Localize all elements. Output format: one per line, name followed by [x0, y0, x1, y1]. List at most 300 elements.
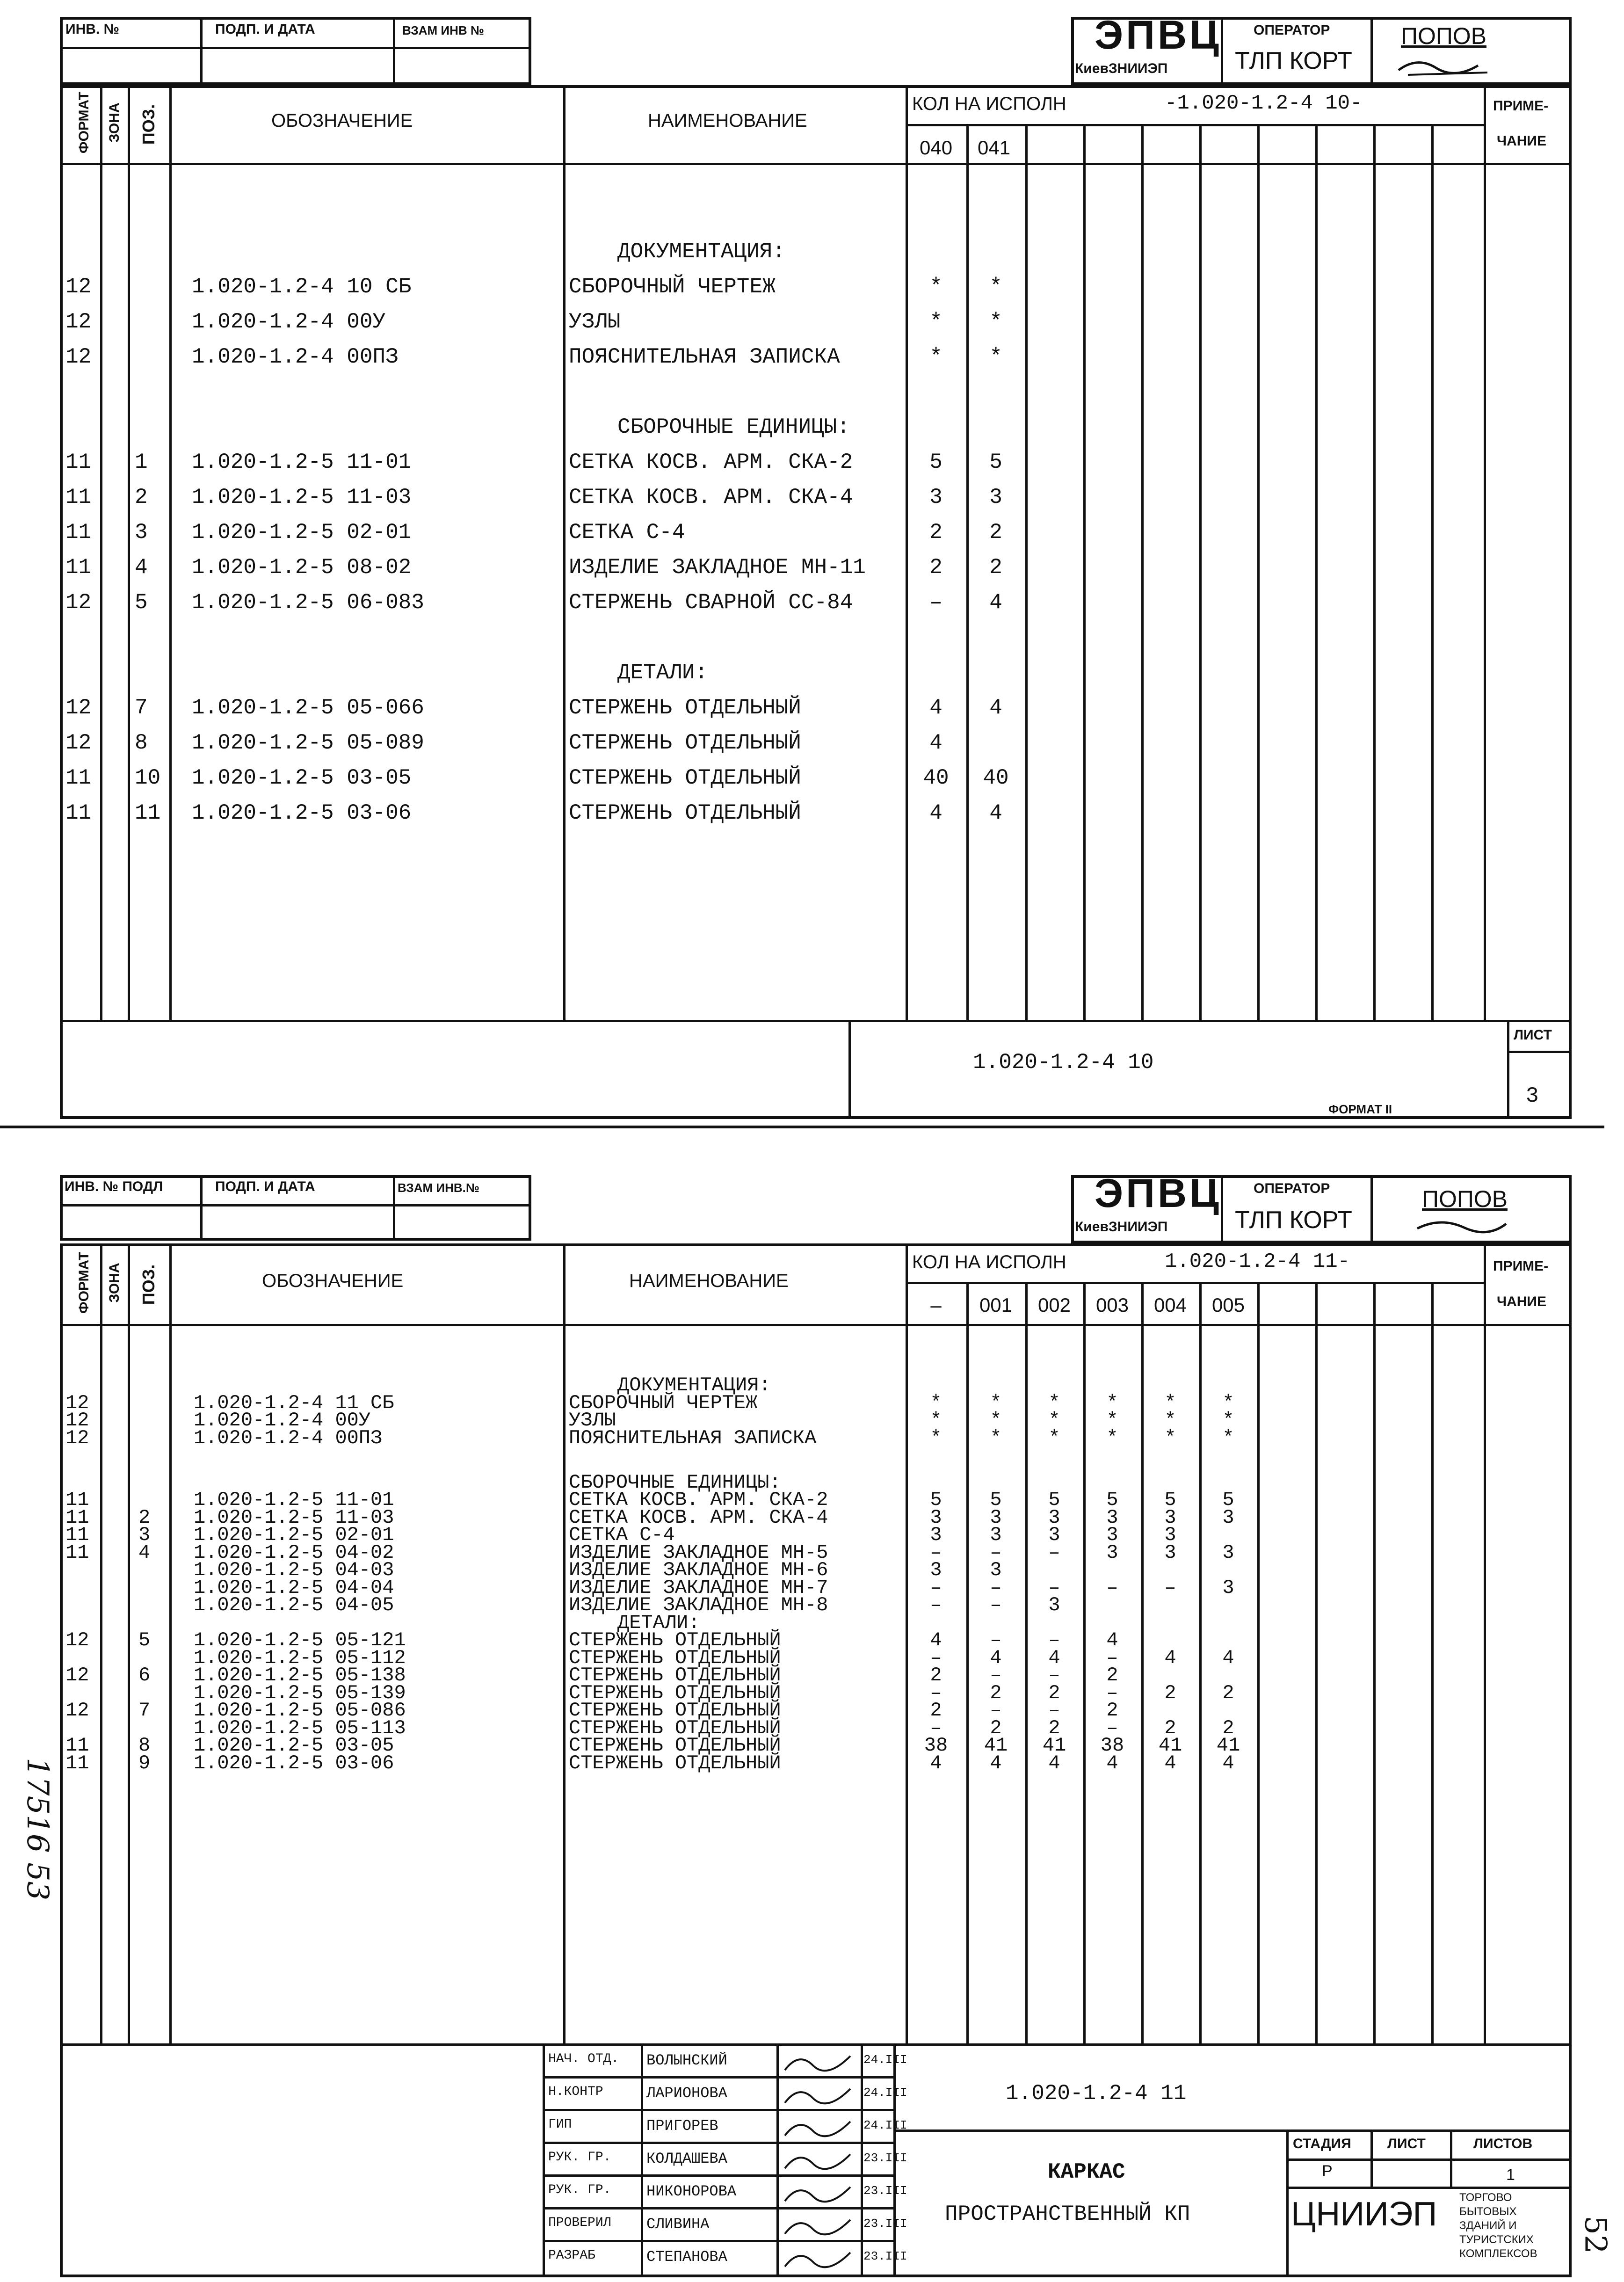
row-name: ИЗДЕЛИЕ ЗАКЛАДНОЕ МН-5 — [569, 1541, 828, 1564]
vzam-label-2: ВЗАМ ИНВ.№ — [398, 1181, 479, 1195]
tb-signature — [780, 2246, 860, 2274]
tb-person: ЛАРИОНОВА — [646, 2085, 727, 2102]
tb-title-2: ПРОСТРАНСТВЕННЫЙ КП — [945, 2202, 1190, 2226]
row-qty: * — [990, 1391, 1002, 1414]
row-qty: 2 — [1106, 1699, 1118, 1722]
row-qty: 3 — [1106, 1541, 1118, 1564]
margin-note: 17516 53 — [20, 1758, 55, 1901]
inv-label: ИНВ. № — [65, 22, 120, 37]
row-qty: * — [1048, 1409, 1060, 1432]
variant-041: 041 — [978, 137, 1011, 159]
row-pos: 9 — [138, 1751, 151, 1774]
row-pos: 5 — [138, 1629, 151, 1651]
logo-title: ЭПВЦ — [1095, 13, 1222, 58]
row-name: СЕТКА КОСВ. АРМ. СКА-2 — [569, 450, 853, 474]
row-qty: 2 — [989, 520, 1002, 545]
hdr-name: НАИМЕНОВАНИЕ — [648, 110, 807, 131]
row-name: СЕТКА КОСВ. АРМ. СКА-4 — [569, 1506, 828, 1529]
tb-date: 24.III — [863, 2086, 907, 2100]
row-format: 12 — [65, 310, 92, 334]
row-pos: 3 — [135, 520, 148, 545]
row-qty: * — [929, 345, 942, 369]
row-qty: 4 — [1222, 1646, 1234, 1669]
row-name: СБОРОЧНЫЕ ЕДИНИЦЫ: — [617, 415, 850, 439]
row-qty: 4 — [1048, 1751, 1060, 1774]
row-designation: 1.020-1.2-5 05-113 — [194, 1716, 406, 1739]
row-pos: 4 — [138, 1541, 151, 1564]
row-qty: 5 — [990, 1489, 1002, 1511]
row-qty: * — [1222, 1409, 1234, 1432]
row-designation: 1.020-1.2-4 10 СБ — [192, 275, 412, 299]
hdr-note-2-2: ЧАНИЕ — [1497, 1294, 1546, 1309]
row-qty: – — [1048, 1699, 1060, 1722]
tb-date: 24.III — [863, 2118, 907, 2132]
row-qty: 41 — [1042, 1734, 1066, 1757]
row-format: 12 — [65, 1391, 89, 1414]
row-name: СТЕРЖЕНЬ ОТДЕЛЬНЫЙ — [569, 731, 801, 755]
row-pos: 4 — [135, 555, 148, 580]
row-qty: – — [990, 1664, 1002, 1686]
row-name: ДЕТАЛИ: — [617, 661, 708, 685]
tb-org-sub-line: ТОРГОВО — [1459, 2191, 1512, 2204]
row-qty: 3 — [1048, 1506, 1060, 1529]
row-qty: 2 — [1048, 1681, 1060, 1704]
variant-header: 002 — [1037, 1294, 1071, 1316]
row-qty: * — [1164, 1409, 1176, 1432]
tb-stage: Р — [1322, 2162, 1333, 2180]
row-qty: 3 — [1222, 1541, 1234, 1564]
row-qty: 3 — [1164, 1524, 1176, 1546]
hdr-note-2: ЧАНИЕ — [1497, 133, 1546, 149]
row-format: 11 — [65, 1524, 89, 1546]
tb-org-sub-line: ЗДАНИЙ И — [1459, 2219, 1517, 2232]
row-designation: 1.020-1.2-5 05-138 — [194, 1664, 406, 1686]
row-qty: 2 — [930, 1664, 942, 1686]
tb-date: 24.III — [863, 2053, 907, 2067]
row-qty: 4 — [929, 696, 942, 720]
hdr-pos: ПОЗ. — [139, 104, 158, 145]
hdr-name-2: НАИМЕНОВАНИЕ — [629, 1271, 789, 1291]
row-qty: 3 — [990, 1524, 1002, 1546]
row-format: 12 — [65, 1629, 89, 1651]
operator-value: ТЛП КОРТ — [1235, 47, 1352, 74]
row-qty: – — [990, 1629, 1002, 1651]
footer-doc: 1.020-1.2-4 10 — [973, 1050, 1154, 1075]
tb-sheet-label: ЛИСТ — [1387, 2136, 1426, 2151]
row-qty: – — [1106, 1681, 1118, 1704]
tb-stage-label: СТАДИЯ — [1293, 2136, 1351, 2151]
sign-date-label: ПОДП. И ДАТА — [215, 22, 315, 37]
row-designation: 1.020-1.2-4 00ПЗ — [194, 1426, 383, 1449]
row-qty: 3 — [1164, 1541, 1176, 1564]
tb-date: 23.III — [863, 2184, 907, 2198]
row-format: 12 — [65, 1409, 89, 1432]
row-format: 11 — [65, 450, 92, 474]
row-designation: 1.020-1.2-5 03-06 — [194, 1751, 394, 1774]
row-qty: * — [930, 1409, 942, 1432]
tb-date: 23.III — [863, 2151, 907, 2165]
row-qty: 4 — [990, 1646, 1002, 1669]
row-name: ИЗДЕЛИЕ ЗАКЛАДНОЕ МН-7 — [569, 1576, 828, 1599]
row-qty: 3 — [930, 1506, 942, 1529]
row-format: 12 — [65, 1664, 89, 1686]
tb-org-sub-line: КОМПЛЕКСОВ — [1459, 2247, 1537, 2260]
row-qty: – — [930, 1681, 942, 1704]
hdr-qty-2: КОЛ НА ИСПОЛН — [912, 1252, 1066, 1272]
row-format: 11 — [65, 520, 92, 545]
tb-signature — [780, 2213, 860, 2241]
variant-header: – — [930, 1294, 942, 1316]
tb-doc: 1.020-1.2-4 11 — [1006, 2081, 1187, 2106]
row-qty: * — [1222, 1391, 1234, 1414]
row-qty: 4 — [1106, 1751, 1118, 1774]
row-qty: 2 — [929, 520, 942, 545]
tb-title-1: КАРКАС — [1048, 2160, 1125, 2184]
row-pos: 2 — [135, 485, 148, 509]
row-qty: 3 — [1222, 1576, 1234, 1599]
hdr-zone: ЗОНА — [107, 102, 122, 143]
row-qty: 4 — [930, 1629, 942, 1651]
row-qty: 41 — [984, 1734, 1008, 1757]
row-qty: 2 — [989, 555, 1002, 580]
row-qty: 5 — [930, 1489, 942, 1511]
tb-sheets: 1 — [1506, 2166, 1515, 2184]
operator-value-2: ТЛП КОРТ — [1235, 1206, 1352, 1234]
row-qty: 4 — [1164, 1646, 1176, 1669]
operator-signature-2 — [1413, 1214, 1515, 1238]
row-qty: – — [930, 1646, 942, 1669]
row-format: 11 — [65, 1541, 89, 1564]
footer-sheet-label: ЛИСТ — [1514, 1027, 1552, 1043]
row-format: 11 — [65, 1751, 89, 1774]
operator-label-2: ОПЕРАТОР — [1254, 1181, 1330, 1196]
row-qty: 2 — [1222, 1681, 1234, 1704]
row-qty: 2 — [1048, 1716, 1060, 1739]
tb-signature — [780, 2180, 860, 2208]
row-name: СТЕРЖЕНЬ ОТДЕЛЬНЫЙ — [569, 1716, 781, 1739]
row-qty: 3 — [1106, 1506, 1118, 1529]
row-name: СТЕРЖЕНЬ ОТДЕЛЬНЫЙ — [569, 1751, 781, 1774]
row-qty: * — [1106, 1409, 1118, 1432]
row-pos: 3 — [138, 1524, 151, 1546]
row-designation: 1.020-1.2-5 05-089 — [192, 731, 424, 755]
hdr-note-1: ПРИМЕ- — [1493, 98, 1549, 114]
row-qty: 4 — [989, 801, 1002, 825]
tb-signature — [780, 2147, 860, 2175]
variant-040: 040 — [920, 137, 953, 159]
row-format: 12 — [65, 731, 92, 755]
operator-label: ОПЕРАТОР — [1254, 22, 1330, 38]
hdr-doc-code: -1.020-1.2-4 10- — [1165, 92, 1363, 115]
row-format: 11 — [65, 766, 92, 790]
row-name: ДОКУМЕНТАЦИЯ: — [617, 1374, 771, 1396]
row-qty: 4 — [929, 801, 942, 825]
row-designation: 1.020-1.2-5 05-112 — [194, 1646, 406, 1669]
row-name: ПОЯСНИТЕЛЬНАЯ ЗАПИСКА — [569, 1426, 817, 1449]
row-format: 11 — [65, 555, 92, 580]
row-qty: * — [929, 275, 942, 299]
row-qty: 4 — [1222, 1751, 1234, 1774]
row-qty: 40 — [983, 766, 1009, 790]
row-qty: – — [1048, 1664, 1060, 1686]
row-qty: 40 — [923, 766, 949, 790]
tb-signature — [780, 2082, 860, 2110]
row-designation: 1.020-1.2-5 11-01 — [192, 450, 412, 474]
row-qty: * — [930, 1391, 942, 1414]
tb-role: ГИП — [548, 2117, 572, 2132]
row-qty: * — [929, 310, 942, 334]
row-qty: 4 — [1106, 1629, 1118, 1651]
variant-header: 005 — [1211, 1294, 1245, 1316]
row-designation: 1.020-1.2-5 11-03 — [192, 485, 412, 509]
row-qty: * — [989, 310, 1002, 334]
row-qty: – — [990, 1541, 1002, 1564]
hdr-designation: ОБОЗНАЧЕНИЕ — [271, 110, 413, 131]
row-qty: – — [990, 1594, 1002, 1616]
logo-title-2: ЭПВЦ — [1095, 1171, 1222, 1216]
row-designation: 1.020-1.2-5 02-01 — [194, 1524, 394, 1546]
row-pos: 7 — [138, 1699, 151, 1722]
row-qty: 5 — [989, 450, 1002, 474]
row-name: СЕТКА КОСВ. АРМ. СКА-2 — [569, 1489, 828, 1511]
row-name: СТЕРЖЕНЬ ОТДЕЛЬНЫЙ — [569, 696, 801, 720]
row-qty: 3 — [989, 485, 1002, 509]
tb-person: ПРИГОРЕВ — [646, 2117, 718, 2135]
row-name: СБОРОЧНЫЙ ЧЕРТЕЖ — [569, 1391, 758, 1414]
row-qty: 2 — [1164, 1681, 1176, 1704]
row-designation: 1.020-1.2-5 04-04 — [194, 1576, 394, 1599]
row-designation: 1.020-1.2-5 08-02 — [192, 555, 412, 580]
row-designation: 1.020-1.2-5 03-05 — [194, 1734, 394, 1757]
row-qty: 3 — [990, 1559, 1002, 1581]
row-designation: 1.020-1.2-5 03-06 — [192, 801, 412, 825]
row-name: ДЕТАЛИ: — [617, 1611, 700, 1634]
row-format: 11 — [65, 1734, 89, 1757]
row-designation: 1.020-1.2-4 00У — [192, 310, 386, 334]
row-designation: 1.020-1.2-5 04-03 — [194, 1559, 394, 1581]
row-pos: 2 — [138, 1506, 151, 1529]
row-pos: 8 — [135, 731, 148, 755]
row-qty: 2 — [1222, 1716, 1234, 1739]
hdr-designation-2: ОБОЗНАЧЕНИЕ — [262, 1271, 404, 1291]
row-qty: 2 — [1164, 1716, 1176, 1739]
row-qty: 3 — [930, 1524, 942, 1546]
row-name: СТЕРЖЕНЬ ОТДЕЛЬНЫЙ — [569, 766, 801, 790]
row-qty: 3 — [1164, 1506, 1176, 1529]
row-qty: 4 — [1048, 1646, 1060, 1669]
inv-label-2: ИНВ. № ПОДЛ — [65, 1179, 163, 1194]
row-qty: 5 — [929, 450, 942, 474]
row-qty: – — [930, 1541, 942, 1564]
row-designation: 1.020-1.2-5 02-01 — [192, 520, 412, 545]
row-qty: 3 — [930, 1559, 942, 1581]
row-qty: – — [930, 1576, 942, 1599]
row-qty: 41 — [1158, 1734, 1182, 1757]
row-format: 12 — [65, 275, 92, 299]
logo-sub-2: КиевЗНИИЭП — [1075, 1219, 1168, 1235]
row-qty: 3 — [990, 1506, 1002, 1529]
row-name: СЕТКА С-4 — [569, 520, 685, 545]
row-qty: * — [989, 345, 1002, 369]
tb-sheets-label: ЛИСТОВ — [1473, 2136, 1533, 2151]
row-name: УЗЛЫ — [569, 310, 621, 334]
row-name: СЕТКА КОСВ. АРМ. СКА-4 — [569, 485, 853, 509]
operator-name-2: ПОПОВ — [1422, 1186, 1508, 1212]
row-name: СТЕРЖЕНЬ ОТДЕЛЬНЫЙ — [569, 1664, 781, 1686]
row-pos: 8 — [138, 1734, 151, 1757]
row-name: ИЗДЕЛИЕ ЗАКЛАДНОЕ МН-11 — [569, 555, 866, 580]
hdr-doc-code-2: 1.020-1.2-4 11- — [1165, 1250, 1350, 1273]
row-name: ДОКУМЕНТАЦИЯ: — [617, 240, 785, 264]
row-qty: 5 — [1222, 1489, 1234, 1511]
row-designation: 1.020-1.2-5 11-01 — [194, 1489, 394, 1511]
row-designation: 1.020-1.2-5 03-05 — [192, 766, 412, 790]
row-qty: * — [1222, 1426, 1234, 1449]
operator-name: ПОПОВ — [1401, 23, 1487, 49]
row-designation: 1.020-1.2-5 05-139 — [194, 1681, 406, 1704]
row-format: 12 — [65, 345, 92, 369]
row-qty: 2 — [990, 1716, 1002, 1739]
row-format: 11 — [65, 485, 92, 509]
hdr-pos-2: ПОЗ. — [139, 1264, 158, 1305]
tb-person: СТЕПАНОВА — [646, 2248, 727, 2266]
tb-org: ЦНИИЭП — [1291, 2195, 1437, 2233]
row-qty: – — [1106, 1646, 1118, 1669]
page-number: 52 — [1578, 2216, 1613, 2254]
variant-header: 003 — [1095, 1294, 1129, 1316]
row-qty: – — [1164, 1576, 1176, 1599]
row-pos: 6 — [138, 1664, 151, 1686]
row-name: СТЕРЖЕНЬ ОТДЕЛЬНЫЙ — [569, 1681, 781, 1704]
row-qty: 2 — [990, 1681, 1002, 1704]
tb-role: НАЧ. ОТД. — [548, 2052, 619, 2066]
row-qty: – — [990, 1699, 1002, 1722]
tb-person: НИКОНОРОВА — [646, 2183, 737, 2200]
row-pos: 1 — [135, 450, 148, 474]
row-qty: * — [1048, 1391, 1060, 1414]
row-designation: 1.020-1.2-5 04-05 — [194, 1594, 394, 1616]
row-qty: 38 — [924, 1734, 948, 1757]
tb-org-sub-line: ТУРИСТСКИХ — [1459, 2233, 1534, 2246]
row-qty: 4 — [1164, 1751, 1176, 1774]
row-designation: 1.020-1.2-5 06-083 — [192, 590, 424, 615]
row-designation: 1.020-1.2-5 11-03 — [194, 1506, 394, 1529]
tb-signature — [780, 2115, 860, 2143]
row-name: УЗЛЫ — [569, 1409, 616, 1432]
row-qty: 3 — [1048, 1594, 1060, 1616]
row-designation: 1.020-1.2-4 00У — [194, 1409, 371, 1432]
row-qty: – — [930, 1594, 942, 1616]
tb-person: СЛИВИНА — [646, 2216, 710, 2233]
tb-role: РУК. ГР. — [548, 2183, 611, 2197]
tb-date: 23.III — [863, 2249, 907, 2263]
row-qty: * — [1106, 1426, 1118, 1449]
row-qty: * — [1164, 1391, 1176, 1414]
row-name: СТЕРЖЕНЬ ОТДЕЛЬНЫЙ — [569, 801, 801, 825]
row-format: 11 — [65, 1489, 89, 1511]
row-qty: 4 — [989, 590, 1002, 615]
row-qty: 5 — [1048, 1489, 1060, 1511]
variant-header: 001 — [979, 1294, 1013, 1316]
row-qty: 5 — [1164, 1489, 1176, 1511]
hdr-qty: КОЛ НА ИСПОЛН — [912, 94, 1066, 114]
row-qty: 4 — [930, 1751, 942, 1774]
row-format: 12 — [65, 1426, 89, 1449]
row-qty: * — [1106, 1391, 1118, 1414]
row-qty: 2 — [1106, 1664, 1118, 1686]
footer-sheet: 3 — [1526, 1084, 1539, 1108]
row-designation: 1.020-1.2-5 05-121 — [194, 1629, 406, 1651]
row-pos: 10 — [135, 766, 161, 790]
row-name: СБОРОЧНЫЕ ЕДИНИЦЫ: — [569, 1471, 781, 1494]
sheet-divider — [0, 1126, 1604, 1128]
row-designation: 1.020-1.2-5 04-02 — [194, 1541, 394, 1564]
row-qty: * — [930, 1426, 942, 1449]
row-qty: 38 — [1100, 1734, 1124, 1757]
row-qty: 2 — [930, 1699, 942, 1722]
tb-signature — [780, 2049, 860, 2077]
row-name: СТЕРЖЕНЬ ОТДЕЛЬНЫЙ — [569, 1699, 781, 1722]
row-designation: 1.020-1.2-4 00ПЗ — [192, 345, 399, 369]
tb-role: РУК. ГР. — [548, 2150, 611, 2165]
row-format: 12 — [65, 590, 92, 615]
hdr-format-2: ФОРМАТ — [76, 1251, 92, 1314]
row-qty: – — [1106, 1576, 1118, 1599]
row-qty: – — [930, 1716, 942, 1739]
row-qty: 3 — [1106, 1524, 1118, 1546]
row-designation: 1.020-1.2-5 05-086 — [194, 1699, 406, 1722]
row-qty: – — [1048, 1541, 1060, 1564]
row-designation: 1.020-1.2-5 05-066 — [192, 696, 424, 720]
row-qty: – — [990, 1576, 1002, 1599]
row-qty: * — [1164, 1426, 1176, 1449]
row-qty: – — [1106, 1716, 1118, 1739]
tb-date: 23.III — [863, 2217, 907, 2231]
row-pos: 11 — [135, 801, 161, 825]
tb-role: ПРОВЕРИЛ — [548, 2216, 611, 2230]
row-qty: 4 — [990, 1751, 1002, 1774]
row-name: ИЗДЕЛИЕ ЗАКЛАДНОЕ МН-8 — [569, 1594, 828, 1616]
row-name: СБОРОЧНЫЙ ЧЕРТЕЖ — [569, 275, 776, 299]
tb-person: КОЛДАШЕВА — [646, 2150, 727, 2167]
row-name: СТЕРЖЕНЬ СВАРНОЙ СС-84 — [569, 590, 853, 615]
row-name: СТЕРЖЕНЬ ОТДЕЛЬНЫЙ — [569, 1629, 781, 1651]
tb-role: РАЗРАБ — [548, 2248, 595, 2263]
row-format: 11 — [65, 1506, 89, 1529]
row-designation: 1.020-1.2-4 11 СБ — [194, 1391, 394, 1414]
variant-header: 004 — [1153, 1294, 1187, 1316]
row-qty: * — [1048, 1426, 1060, 1449]
row-qty: – — [1048, 1629, 1060, 1651]
row-qty: 2 — [929, 555, 942, 580]
row-name: СЕТКА С-4 — [569, 1524, 675, 1546]
row-format: 12 — [65, 1699, 89, 1722]
row-format: 11 — [65, 801, 92, 825]
row-qty: * — [990, 1426, 1002, 1449]
row-qty: 3 — [1222, 1506, 1234, 1529]
row-name: СТЕРЖЕНЬ ОТДЕЛЬНЫЙ — [569, 1734, 781, 1757]
footer-format: ФОРМАТ II — [1328, 1102, 1392, 1116]
row-pos: 7 — [135, 696, 148, 720]
hdr-note-1-2: ПРИМЕ- — [1493, 1258, 1549, 1274]
row-name: ПОЯСНИТЕЛЬНАЯ ЗАПИСКА — [569, 345, 840, 369]
row-qty: * — [990, 1409, 1002, 1432]
row-qty: * — [989, 275, 1002, 299]
row-qty: – — [1048, 1576, 1060, 1599]
row-qty: 3 — [1048, 1524, 1060, 1546]
row-pos: 5 — [135, 590, 148, 615]
row-format: 12 — [65, 696, 92, 720]
